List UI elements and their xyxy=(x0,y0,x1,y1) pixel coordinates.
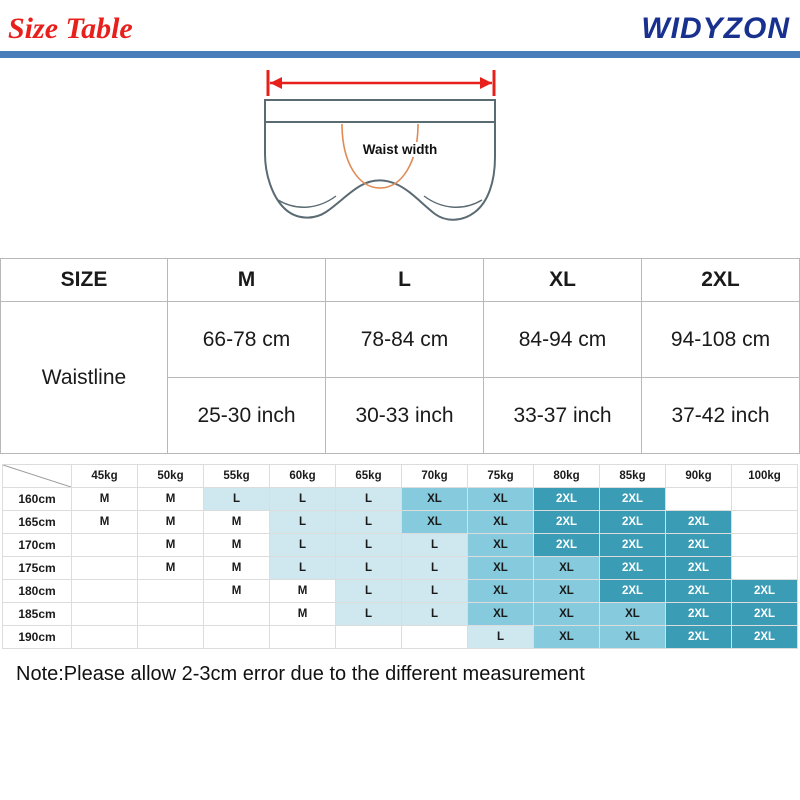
size-table-row-label: Waistline xyxy=(1,302,168,454)
matrix-cell: XL xyxy=(534,557,600,580)
matrix-col-75kg: 75kg xyxy=(468,465,534,488)
matrix-cell xyxy=(336,626,402,649)
matrix-cell: M xyxy=(138,511,204,534)
matrix-cell: XL xyxy=(600,603,666,626)
matrix-cell: XL xyxy=(534,603,600,626)
matrix-cell: 2XL xyxy=(666,557,732,580)
waistline-cm-l: 78-84 cm xyxy=(326,302,484,378)
matrix-cell xyxy=(138,626,204,649)
matrix-cell: L xyxy=(402,603,468,626)
matrix-row xyxy=(3,488,798,511)
matrix-cell xyxy=(732,534,798,557)
matrix-cell: 2XL xyxy=(534,534,600,557)
page-title: Size Table xyxy=(8,12,133,45)
matrix-cell: L xyxy=(402,534,468,557)
matrix-cell: 2XL xyxy=(534,511,600,534)
size-table xyxy=(0,258,800,454)
matrix-cell: 2XL xyxy=(732,580,798,603)
matrix-cell: M xyxy=(204,511,270,534)
matrix-row xyxy=(3,580,798,603)
matrix-row-head-190cm: 190cm xyxy=(3,626,72,649)
matrix-cell: L xyxy=(270,557,336,580)
matrix-col-70kg: 70kg xyxy=(402,465,468,488)
waistline-inch-l: 30-33 inch xyxy=(326,378,484,454)
matrix-cell: XL xyxy=(468,557,534,580)
matrix-cell xyxy=(72,603,138,626)
waistline-cm-2xl: 94-108 cm xyxy=(642,302,800,378)
matrix-cell: XL xyxy=(468,488,534,511)
matrix-cell: L xyxy=(468,626,534,649)
matrix-cell: L xyxy=(402,580,468,603)
size-table-col-size: SIZE xyxy=(1,259,168,302)
height-weight-matrix-wrapper xyxy=(0,454,800,649)
matrix-row-head-170cm: 170cm xyxy=(3,534,72,557)
matrix-cell: XL xyxy=(468,511,534,534)
matrix-row xyxy=(3,626,798,649)
matrix-col-65kg: 65kg xyxy=(336,465,402,488)
matrix-cell: 2XL xyxy=(732,626,798,649)
diagonal-divider-icon xyxy=(3,465,71,487)
matrix-cell xyxy=(732,511,798,534)
matrix-cell: L xyxy=(336,580,402,603)
matrix-col-100kg: 100kg xyxy=(732,465,798,488)
matrix-cell: 2XL xyxy=(600,557,666,580)
matrix-cell xyxy=(270,626,336,649)
matrix-header-row xyxy=(3,465,798,488)
matrix-col-55kg: 55kg xyxy=(204,465,270,488)
matrix-row-head-185cm: 185cm xyxy=(3,603,72,626)
matrix-row-head-180cm: 180cm xyxy=(3,580,72,603)
matrix-row-head-160cm: 160cm xyxy=(3,488,72,511)
matrix-col-50kg: 50kg xyxy=(138,465,204,488)
matrix-cell: M xyxy=(204,557,270,580)
matrix-cell: M xyxy=(138,557,204,580)
matrix-cell xyxy=(72,557,138,580)
size-table-col-l: L xyxy=(326,259,484,302)
matrix-cell: L xyxy=(336,488,402,511)
matrix-cell xyxy=(732,488,798,511)
matrix-cell: XL xyxy=(468,580,534,603)
matrix-cell: M xyxy=(138,488,204,511)
matrix-cell xyxy=(72,580,138,603)
matrix-cell: 2XL xyxy=(600,488,666,511)
waistline-inch-xl: 33-37 inch xyxy=(484,378,642,454)
matrix-body xyxy=(3,488,798,649)
matrix-cell: M xyxy=(204,580,270,603)
matrix-row-head-165cm: 165cm xyxy=(3,511,72,534)
matrix-corner-cell xyxy=(3,465,72,488)
matrix-col-60kg: 60kg xyxy=(270,465,336,488)
matrix-cell: XL xyxy=(402,488,468,511)
size-table-row-cm xyxy=(1,302,800,378)
matrix-col-85kg: 85kg xyxy=(600,465,666,488)
matrix-cell: XL xyxy=(534,626,600,649)
matrix-cell: 2XL xyxy=(666,580,732,603)
matrix-cell: L xyxy=(402,557,468,580)
matrix-cell xyxy=(204,626,270,649)
waistline-inch-2xl: 37-42 inch xyxy=(642,378,800,454)
matrix-cell: 2XL xyxy=(732,603,798,626)
matrix-cell: M xyxy=(138,534,204,557)
matrix-cell: M xyxy=(204,534,270,557)
boxer-briefs-icon xyxy=(250,62,550,252)
matrix-cell: 2XL xyxy=(600,534,666,557)
matrix-row xyxy=(3,534,798,557)
matrix-cell: XL xyxy=(402,511,468,534)
matrix-cell: 2XL xyxy=(666,603,732,626)
size-table-header-row xyxy=(1,259,800,302)
matrix-cell: 2XL xyxy=(666,534,732,557)
matrix-cell: M xyxy=(270,603,336,626)
size-table-col-xl: XL xyxy=(484,259,642,302)
matrix-cell: L xyxy=(336,511,402,534)
matrix-cell: L xyxy=(270,534,336,557)
size-table-col-m: M xyxy=(168,259,326,302)
matrix-cell: M xyxy=(270,580,336,603)
height-weight-matrix xyxy=(2,464,798,649)
matrix-cell: L xyxy=(270,511,336,534)
brand-logo: WIDYZON xyxy=(641,12,790,45)
matrix-cell: XL xyxy=(468,534,534,557)
matrix-cell: XL xyxy=(468,603,534,626)
matrix-cell: 2XL xyxy=(666,626,732,649)
waistline-cm-m: 66-78 cm xyxy=(168,302,326,378)
matrix-row xyxy=(3,511,798,534)
matrix-cell: 2XL xyxy=(534,488,600,511)
size-table-col-2xl: 2XL xyxy=(642,259,800,302)
header xyxy=(0,0,800,58)
waist-width-label: Waist width xyxy=(357,142,444,157)
matrix-cell: XL xyxy=(534,580,600,603)
matrix-cell: XL xyxy=(600,626,666,649)
matrix-cell: 2XL xyxy=(666,511,732,534)
matrix-cell: 2XL xyxy=(600,580,666,603)
matrix-row-head-175cm: 175cm xyxy=(3,557,72,580)
waistline-inch-m: 25-30 inch xyxy=(168,378,326,454)
matrix-cell xyxy=(204,603,270,626)
matrix-cell: L xyxy=(336,557,402,580)
matrix-cell xyxy=(72,626,138,649)
matrix-col-80kg: 80kg xyxy=(534,465,600,488)
matrix-cell xyxy=(138,580,204,603)
matrix-cell xyxy=(666,488,732,511)
matrix-cell xyxy=(402,626,468,649)
matrix-col-45kg: 45kg xyxy=(72,465,138,488)
matrix-row xyxy=(3,603,798,626)
measurement-note: Note:Please allow 2-3cm error due to the different measurement xyxy=(16,663,585,685)
matrix-cell: M xyxy=(72,488,138,511)
waistline-cm-xl: 84-94 cm xyxy=(484,302,642,378)
matrix-cell xyxy=(732,557,798,580)
garment-illustration xyxy=(0,58,800,258)
matrix-cell: L xyxy=(204,488,270,511)
matrix-cell: M xyxy=(72,511,138,534)
matrix-cell: L xyxy=(336,534,402,557)
matrix-col-90kg: 90kg xyxy=(666,465,732,488)
matrix-cell xyxy=(72,534,138,557)
matrix-cell: 2XL xyxy=(600,511,666,534)
matrix-cell: L xyxy=(336,603,402,626)
matrix-cell xyxy=(138,603,204,626)
matrix-row xyxy=(3,557,798,580)
matrix-cell: L xyxy=(270,488,336,511)
